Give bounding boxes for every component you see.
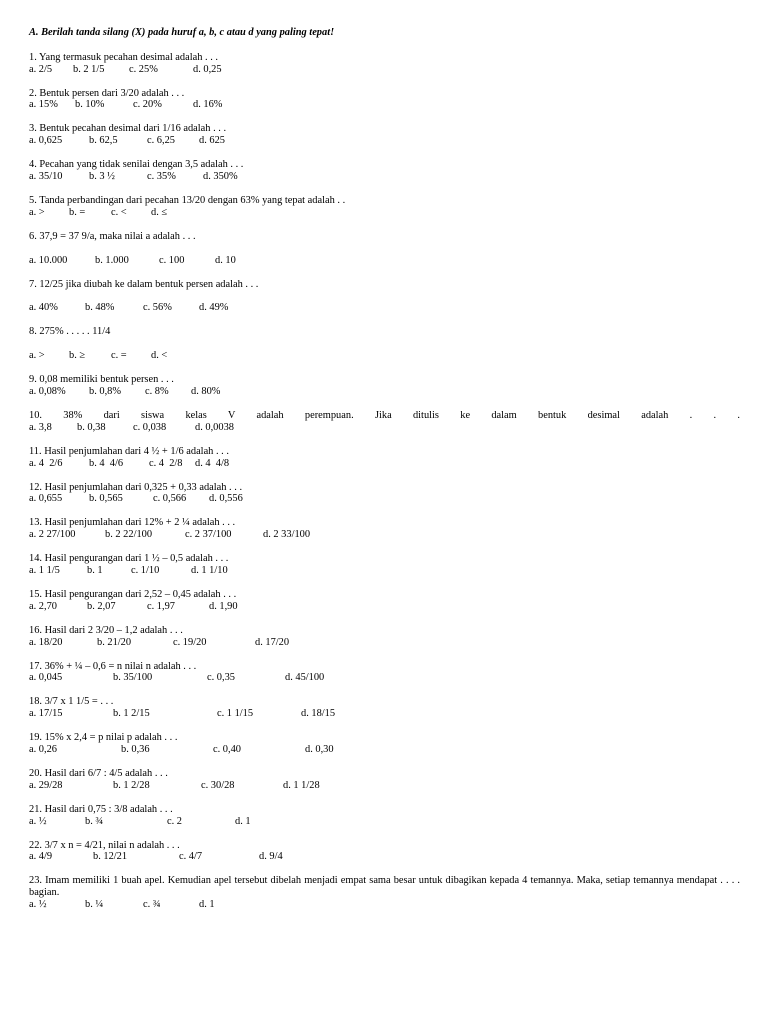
option-c[interactable]: c. = (111, 350, 127, 362)
option-c[interactable]: c. 20% (133, 99, 162, 111)
question-text: 15. Hasil pengurangan dari 2,52 – 0,45 adalah . . . (29, 588, 237, 600)
question-item (29, 732, 740, 756)
question-text: 19. 15% x 2,4 = p nilai p adalah . . . (29, 732, 178, 744)
question-text: 7. 12/25 jika diubah ke dalam bentuk persen adalah . . . (29, 278, 259, 290)
answer-options (29, 255, 740, 267)
option-c[interactable]: c. 2 37/100 (185, 529, 232, 541)
option-b[interactable]: b. 1 (87, 564, 103, 576)
question-text: 1. Yang termasuk pecahan desimal adalah . . . (29, 51, 218, 63)
option-c[interactable]: c. 56% (143, 302, 172, 314)
question-list (29, 52, 740, 911)
question-text: 14. Hasil pengurangan dari 1 ½ – 0,5 adalah . . . (29, 553, 229, 565)
question-item (29, 374, 740, 398)
answer-options (29, 207, 740, 219)
question-item (29, 696, 740, 720)
option-d[interactable]: d. 0,0038 (195, 421, 234, 433)
option-a[interactable]: a. 15% (29, 99, 58, 111)
answer-options (29, 637, 740, 649)
question-item (29, 52, 740, 76)
option-d[interactable]: d. ≤ (151, 206, 168, 218)
option-c[interactable]: c. 1 1/15 (217, 708, 254, 720)
question-item (29, 123, 740, 147)
option-b[interactable]: b. 12/21 (93, 851, 128, 863)
question-text: 6. 37,9 = 37 9/a, maka nilai a adalah . . . (29, 230, 196, 242)
option-a[interactable]: a. 40% (29, 302, 58, 314)
question-text: 22. 3/7 x n = 4/21, nilai n adalah . . . (29, 839, 180, 851)
option-a[interactable]: a. 18/20 (29, 636, 63, 648)
option-a[interactable]: a. 3,8 (29, 421, 52, 433)
question-item (29, 88, 740, 112)
question-item (29, 195, 740, 219)
option-a[interactable]: a. 2/5 (29, 63, 53, 75)
option-d[interactable]: d. 0,25 (193, 63, 222, 75)
question-item (29, 625, 740, 649)
question-item (29, 553, 740, 577)
option-b[interactable]: b. 0,36 (121, 743, 150, 755)
option-a[interactable]: a. 10.000 (29, 254, 68, 266)
question-text: 2. Bentuk persen dari 3/20 adalah . . . (29, 87, 185, 99)
option-b[interactable]: b. 1 2/15 (113, 708, 150, 720)
option-a[interactable]: a. ½ (29, 898, 47, 910)
option-b[interactable]: b. 4 4/6 (89, 457, 124, 469)
option-b[interactable]: b. 2,07 (87, 600, 116, 612)
option-c[interactable]: c. 4/7 (179, 851, 203, 863)
question-text: 13. Hasil penjumlahan dari 12% + 2 ¼ adalah . . . (29, 517, 236, 529)
question-text: 3. Bentuk pecahan desimal dari 1/16 adalah . . . (29, 123, 227, 135)
option-d[interactable]: d. 18/15 (301, 708, 336, 720)
question-item (29, 482, 740, 506)
option-b[interactable]: b. 62,5 (89, 135, 118, 147)
option-c[interactable]: c. 0,35 (207, 672, 235, 684)
question-text: 18. 3/7 x 1 1/5 = . . . (29, 696, 114, 708)
option-b[interactable]: b. 1 2/28 (113, 779, 150, 791)
option-b[interactable]: b. ¼ (85, 898, 104, 910)
question-item (29, 589, 740, 613)
option-c[interactable]: c. 2 (167, 815, 183, 827)
option-d[interactable]: d. 10 (215, 254, 236, 266)
section-heading: A. Berilah tanda silang (X) pada huruf a, b, c atau d yang paling tepat! (29, 27, 335, 38)
option-d[interactable]: d. 45/100 (285, 672, 325, 684)
option-b[interactable]: b. 2 1/5 (73, 63, 105, 75)
question-item (29, 768, 740, 792)
option-b[interactable]: b. 2 22/100 (105, 529, 153, 541)
option-b[interactable]: b. ≥ (69, 350, 86, 362)
question-item (29, 517, 740, 541)
option-d[interactable]: d. 1 (235, 815, 251, 827)
option-a[interactable]: a. 2 27/100 (29, 529, 76, 541)
option-c[interactable]: c. 8% (145, 385, 169, 397)
option-a[interactable]: a. 4 2/6 (29, 457, 63, 469)
question-text: 12. Hasil penjumlahan dari 0,325 + 0,33 adalah . . . (29, 481, 243, 493)
answer-options (29, 672, 740, 684)
option-c[interactable]: c. 19/20 (173, 636, 207, 648)
answer-options (29, 601, 740, 613)
answer-options (29, 780, 740, 792)
option-d[interactable]: d. 49% (199, 302, 229, 314)
option-c[interactable]: c. < (111, 206, 127, 218)
option-c[interactable]: c. 0,566 (153, 493, 187, 505)
question-text: 17. 36% + ¼ – 0,6 = n nilai n adalah . . . (29, 660, 197, 672)
question-text: 21. Hasil dari 0,75 : 3/8 adalah . . . (29, 803, 173, 815)
question-text: 9. 0,08 memiliki bentuk persen . . . (29, 374, 174, 386)
answer-options (29, 565, 740, 577)
option-a[interactable]: a. 17/15 (29, 708, 63, 720)
option-d[interactable]: d. 16% (193, 99, 223, 111)
question-item (29, 840, 740, 864)
option-a[interactable]: a. 0,26 (29, 743, 57, 755)
option-b[interactable]: b. 1.000 (95, 254, 129, 266)
option-b[interactable]: b. 0,38 (77, 421, 106, 433)
question-text: 4. Pecahan yang tidak senilai dengan 3,5 adalah . . . (29, 159, 244, 171)
option-a[interactable]: a. 4/9 (29, 851, 53, 863)
answer-options (29, 135, 740, 147)
option-d[interactable]: d. 4 4/8 (195, 457, 230, 469)
answer-options (29, 302, 740, 314)
option-a[interactable]: a. 2,70 (29, 600, 57, 612)
answer-options (29, 422, 740, 434)
option-a[interactable]: a. 1 1/5 (29, 564, 60, 576)
option-b[interactable]: b. = (69, 206, 86, 218)
option-c[interactable]: c. 100 (159, 254, 185, 266)
option-c[interactable]: c. 1,97 (147, 600, 175, 612)
answer-options (29, 816, 740, 828)
option-c[interactable]: c. 25% (129, 63, 158, 75)
option-d[interactable]: d. 1 1/10 (191, 564, 228, 576)
option-d[interactable]: d. 1,90 (209, 600, 238, 612)
question-item (29, 231, 740, 267)
answer-options (29, 529, 740, 541)
question-text: 5. Tanda perbandingan dari pecahan 13/20 dengan 63% yang tepat adalah . . (29, 194, 346, 206)
option-d[interactable]: d. 80% (191, 385, 221, 397)
question-text: 20. Hasil dari 6/7 : 4/5 adalah . . . (29, 767, 168, 779)
option-c[interactable]: c. ¾ (143, 898, 161, 910)
answer-options (29, 386, 740, 398)
option-d[interactable]: d. 17/20 (255, 636, 290, 648)
option-b[interactable]: b. 10% (75, 99, 105, 111)
option-a[interactable]: a. 29/28 (29, 779, 63, 791)
option-d[interactable]: d. 0,30 (305, 743, 334, 755)
option-a[interactable]: a. 0,045 (29, 672, 63, 684)
question-item (29, 661, 740, 685)
answer-options (29, 744, 740, 756)
option-d[interactable]: d. 9/4 (259, 851, 283, 863)
worksheet-page (29, 27, 740, 923)
option-c[interactable]: c. 4 2/8 (149, 457, 183, 469)
question-item (29, 279, 740, 315)
option-b[interactable]: b. 3 ½ (89, 170, 115, 182)
question-item (29, 410, 740, 434)
option-b[interactable]: b. ¾ (85, 815, 104, 827)
option-b[interactable]: b. 0,8% (89, 385, 122, 397)
answer-options (29, 171, 740, 183)
option-c[interactable]: c. 0,038 (133, 421, 167, 433)
answer-options (29, 99, 740, 111)
question-item (29, 159, 740, 183)
question-text: 23. Imam memiliki 1 buah apel. Kemudian apel tersebut dibelah menjadi empat sama besar untuk dibagikan kepada 4 temannya. Maka, setiap temannya mendapat . . . . bagian. (29, 875, 740, 899)
option-d[interactable]: d. < (151, 350, 168, 362)
question-text: 16. Hasil dari 2 3/20 – 1,2 adalah . . . (29, 624, 183, 636)
answer-options (29, 458, 740, 470)
option-b[interactable]: b. 35/100 (113, 672, 153, 684)
option-c[interactable]: c. 1/10 (131, 564, 160, 576)
option-c[interactable]: c. 30/28 (201, 779, 235, 791)
option-b[interactable]: b. 48% (85, 302, 115, 314)
option-b[interactable]: b. 0,565 (89, 493, 123, 505)
option-c[interactable]: c. 6,25 (147, 135, 175, 147)
option-a[interactable]: a. > (29, 350, 45, 362)
question-text: 8. 275% . . . . . 11/4 (29, 326, 111, 338)
option-a[interactable]: a. > (29, 206, 45, 218)
option-c[interactable]: c. 35% (147, 170, 176, 182)
option-a[interactable]: a. 0,625 (29, 135, 63, 147)
question-text: 11. Hasil penjumlahan dari 4 ½ + 1/6 adalah . . . (29, 445, 229, 457)
answer-options (29, 350, 740, 362)
option-a[interactable]: a. ½ (29, 815, 47, 827)
question-item (29, 326, 740, 362)
option-d[interactable]: d. 2 33/100 (263, 529, 311, 541)
option-c[interactable]: c. 0,40 (213, 743, 241, 755)
answer-options (29, 64, 740, 76)
answer-options (29, 493, 740, 505)
option-d[interactable]: d. 0,556 (209, 493, 243, 505)
question-text: 10. 38% dari siswa kelas V adalah perempuan. Jika ditulis ke dalam bentuk desimal adalah . . . (29, 409, 740, 421)
option-d[interactable]: d. 625 (199, 135, 225, 147)
option-a[interactable]: a. 0,08% (29, 385, 66, 397)
answer-options (29, 851, 740, 863)
question-item (29, 446, 740, 470)
answer-options (29, 899, 740, 911)
option-b[interactable]: b. 21/20 (97, 636, 132, 648)
question-item (29, 875, 740, 911)
option-d[interactable]: d. 1 1/28 (283, 779, 320, 791)
option-a[interactable]: a. 35/10 (29, 170, 63, 182)
question-item (29, 804, 740, 828)
option-d[interactable]: d. 1 (199, 898, 215, 910)
option-a[interactable]: a. 0,655 (29, 493, 63, 505)
option-d[interactable]: d. 350% (203, 170, 238, 182)
answer-options (29, 708, 740, 720)
